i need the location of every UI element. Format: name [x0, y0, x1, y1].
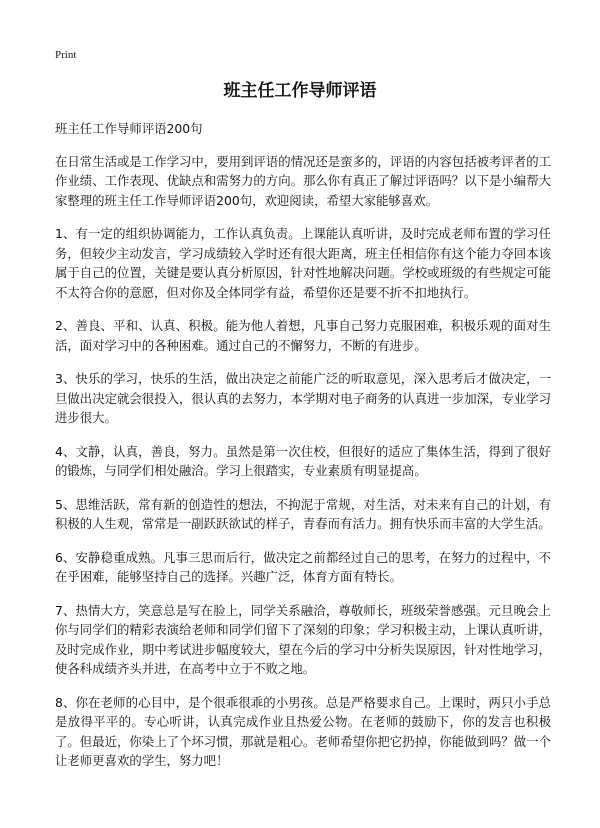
- comment-item-2: 2、善良、平和、认真、积极。能为他人着想，凡事自己努力克服困难，积极乐观的面对生活，面对学习中的各种困难。通过自己的不懈努力，不断的有进步。: [55, 318, 551, 353]
- comment-item-3: 3、快乐的学习，快乐的生活，做出决定之前能广泛的听取意见，深入思考后才做决定，一旦做出决定就会很投入，很认真的去努力，本学期对电子商务的认真进一步加深，专业学习进步很大。: [55, 371, 551, 425]
- page-title: 班主任工作导师评语: [223, 81, 377, 101]
- comment-item-8: 8、你在老师的心目中，是个很乖很乖的小男孩。总是严格要求自己。上课时，两只小手总是放得平平的。专心听讲，认真完成作业且热爱公物。在老师的鼓励下，你的发言也积极了。但最近，你染上了个坏习惯，那就是粗心。老师希望你把它扔掉，你能做到吗？做一个让老师更喜欢的学生，努力吧！: [55, 694, 551, 768]
- document-subtitle: 班主任工作导师评语200句: [55, 121, 203, 136]
- comment-item-5: 5、思维活跃，常有新的创造性的想法，不拘泥于常规，对生活，对未来有自己的计划，有积极的人生观，常常是一副跃跃欲试的样子，青春而有活力。拥有快乐而丰富的大学生活。: [55, 496, 551, 531]
- document-body: [55, 119, 551, 785]
- comment-item-6: 6、安静稳重成熟。凡事三思而后行，做决定之前都经过自己的思考，在努力的过程中，不在乎困难，能够坚持自己的选择。兴趣广泛，体育方面有特长。: [55, 549, 551, 584]
- comment-item-1: 1、有一定的组织协调能力，工作认真负责。上课能认真听讲，及时完成老师布置的学习任务，但较少主动发言，学习成绩较入学时还有很大距离，班主任相信你有这个能力夺回本该属于自己的位置，关键是要认真分析原因，针对性地解决问题。学校或班级的有些规定可能不太符合你的意愿，但对你及全体同学有益，希望你还是要不折不扣地执行。: [55, 226, 551, 300]
- intro-paragraph: 在日常生活或是工作学习中，要用到评语的情况还是蛮多的，评语的内容包括被考评者的工作业绩、工作表现、优缺点和需努力的方向。那么你有真正了解过评语吗？以下是小编帮大家整理的班主任工作导师评语200句，欢迎阅读，希望大家能够喜欢。: [55, 153, 551, 208]
- print-link[interactable]: Print: [55, 49, 77, 61]
- comment-item-7: 7、热情大方，笑意总是写在脸上，同学关系融洽，尊敬师长，班级荣誉感强。元旦晚会上你与同学们的精彩表演给老师和同学们留下了深刻的印象；学习积极主动，上课认真听讲，及时完成作业，期中考试进步幅度较大，望在今后的学习中分析失误原因，针对性地学习，使各科成绩齐头并进，在高考中立于不败之地。: [55, 602, 551, 676]
- comment-item-4: 4、文静，认真，善良，努力。虽然是第一次住校，但很好的适应了集体生活，得到了很好的锻炼，与同学们相处融洽。学习上很踏实，专业素质有明显提高。: [55, 443, 551, 478]
